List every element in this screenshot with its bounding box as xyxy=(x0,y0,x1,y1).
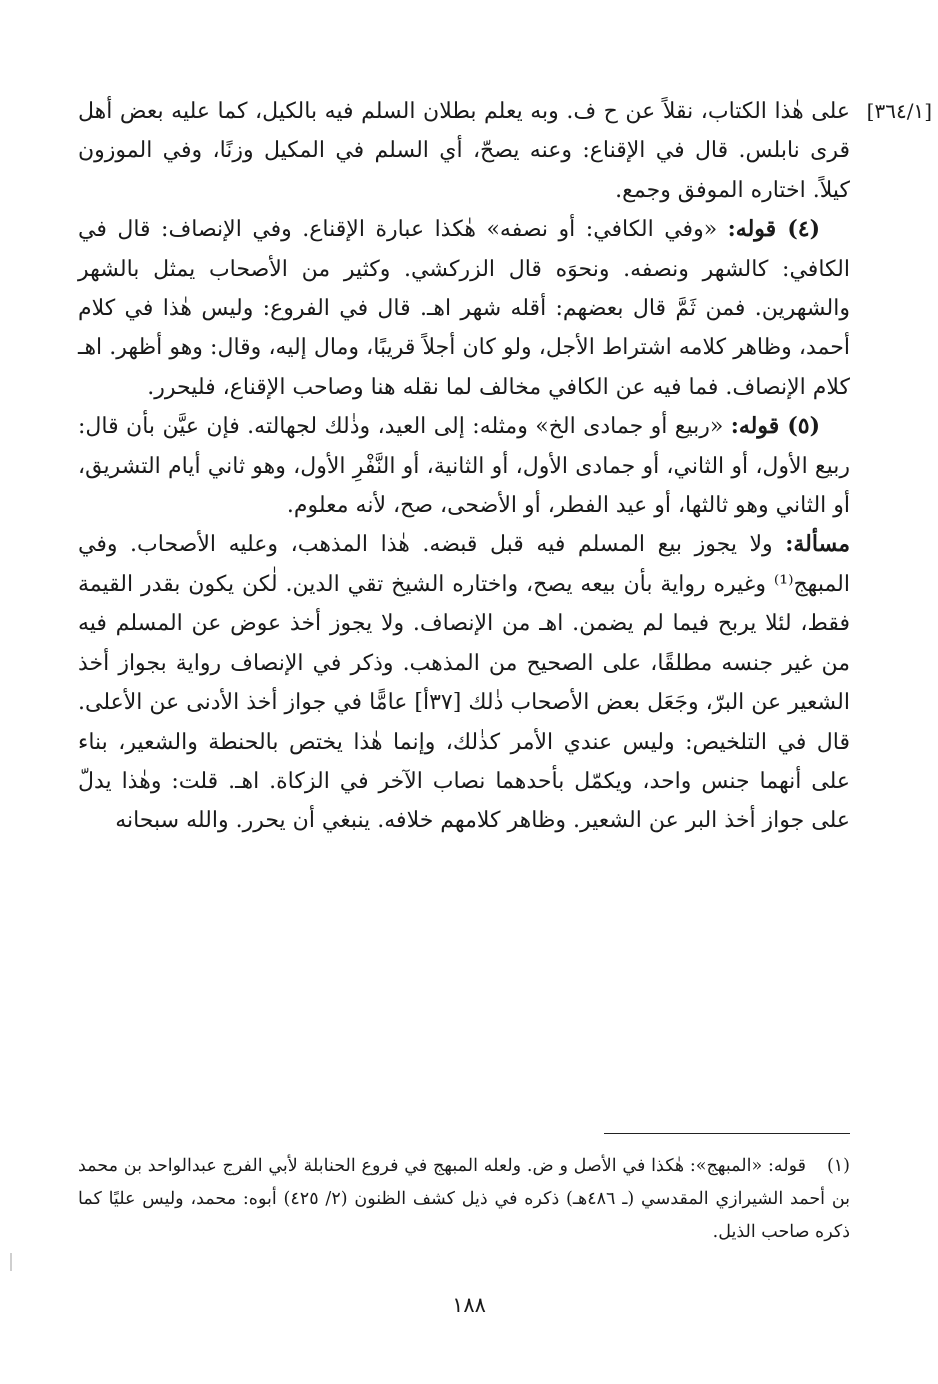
footnotes xyxy=(78,1150,850,1249)
paragraph-note-5 xyxy=(78,407,850,525)
note-5-lead: (٥) قوله: xyxy=(730,413,820,440)
paragraph-masala xyxy=(78,525,850,840)
page-number: ١٨٨ xyxy=(452,1293,486,1317)
paragraph-note-4 xyxy=(78,210,850,407)
note-4-text: «وفي الكافي: أو نصفه» هٰكذا عبارة الإقناع. وفي الإنصاف: قال في الكافي: كالشهر ونصفه. ونحوَه قال الزركشي. وكثير من الأصحاب يمثل بالشهر والشهرين. فمن ثَمَّ قال بعضهم: أقله شهر اهـ. قال في الفروع: وليس هٰذا في كلام أحمد، وظاهر كلامه اشتراط الأجل، ولو كان أجلاً قريبًا، ومال إليه، وقال: وهو أظهر. اهـ كلام الإنصاف. فما فيه عن الكافي مخالف لما نقله هنا وصاحب الإقناع، فليحرر. xyxy=(78,217,850,400)
main-text xyxy=(78,92,850,841)
masala-text: ولا يجوز بيع المسلم فيه قبل قبضه. هٰذا المذهب، وعليه الأصحاب. وفي المبهج⁽¹⁾ وغيره رواية بأن بيعه يصح، واختاره الشيخ تقي الدين. لٰكن يكون بقدر القيمة فقط، لئلا يربح فيما لم يضمن. اهـ من الإنصاف. ولا يجوز أخذ عوض عن المسلم فيه من غير جنسه مطلقًا، على الصحيح من المذهب. وذكر في الإنصاف رواية بجواز أخذ الشعير عن البرّ، وجَعَل بعض الأصحاب ذٰلك [٣٧أ] عامًّا في جواز أخذ الأدنى عن الأعلى. قال في التلخيص: وليس عندي الأمر كذٰلك، وإنما هٰذا يختص بالحنطة والشعير، بناء على أنهما جنس واحد، ويكمّل بأحدهما نصاب الآخر في الزكاة. اهـ. قلت: وهٰذا يدلّ على جواز أخذ البر عن الشعير. وظاهر كلامهم خلافه. ينبغي أن يحرر. والله سبحانه xyxy=(78,532,850,834)
note-4-lead: (٤) قوله: xyxy=(727,216,820,243)
footnote-divider xyxy=(604,1133,850,1134)
footnote-text: قوله: «المبهج»: هٰكذا في الأصل و ض. ولعله المبهج في فروع الحنابلة لأبي الفرج عبدالواحد بن محمد بن أحمد الشيرازي المقدسي (ـ ٤٨٦هـ) ذكره في ذيل كشف الظنون (٢/ ٤٢٥) أبوه: محمد، وليس عليًا كما ذكره صاحب الذيل. xyxy=(78,1156,851,1242)
masala-lead: مسألة: xyxy=(785,531,850,558)
scan-edge-mark xyxy=(10,1253,12,1271)
marginal-reference: [٣٦٤/١] xyxy=(866,99,932,123)
paragraph-1-text: على هٰذا الكتاب، نقلاً عن ح ف. وبه يعلم بطلان السلم فيه بالكيل، كما عليه بعض أهل قرى نابلس. قال في الإقناع: وعنه يصحّ، أي السلم في المكيل وزنًا، وفي الموزون كيلاً. اختاره الموفق وجمع. xyxy=(78,99,850,203)
paragraph-1 xyxy=(78,92,850,210)
footnote-number: (١) xyxy=(826,1156,850,1176)
footnote-1 xyxy=(78,1150,850,1249)
note-5-text: «ربيع أو جمادى الخ» ومثله: إلى العيد، وذٰلك لجهالته. فإن عيَّن بأن قال: ربيع الأول، أو الثاني، أو جمادى الأول، أو الثانية، أو النَّفْرِ الأول، وهو ثاني أيام التشريق، أو الثاني وهو ثالثها، أو عيد الفطر، أو الأضحى، صح، لأنه معلوم. xyxy=(78,414,850,519)
